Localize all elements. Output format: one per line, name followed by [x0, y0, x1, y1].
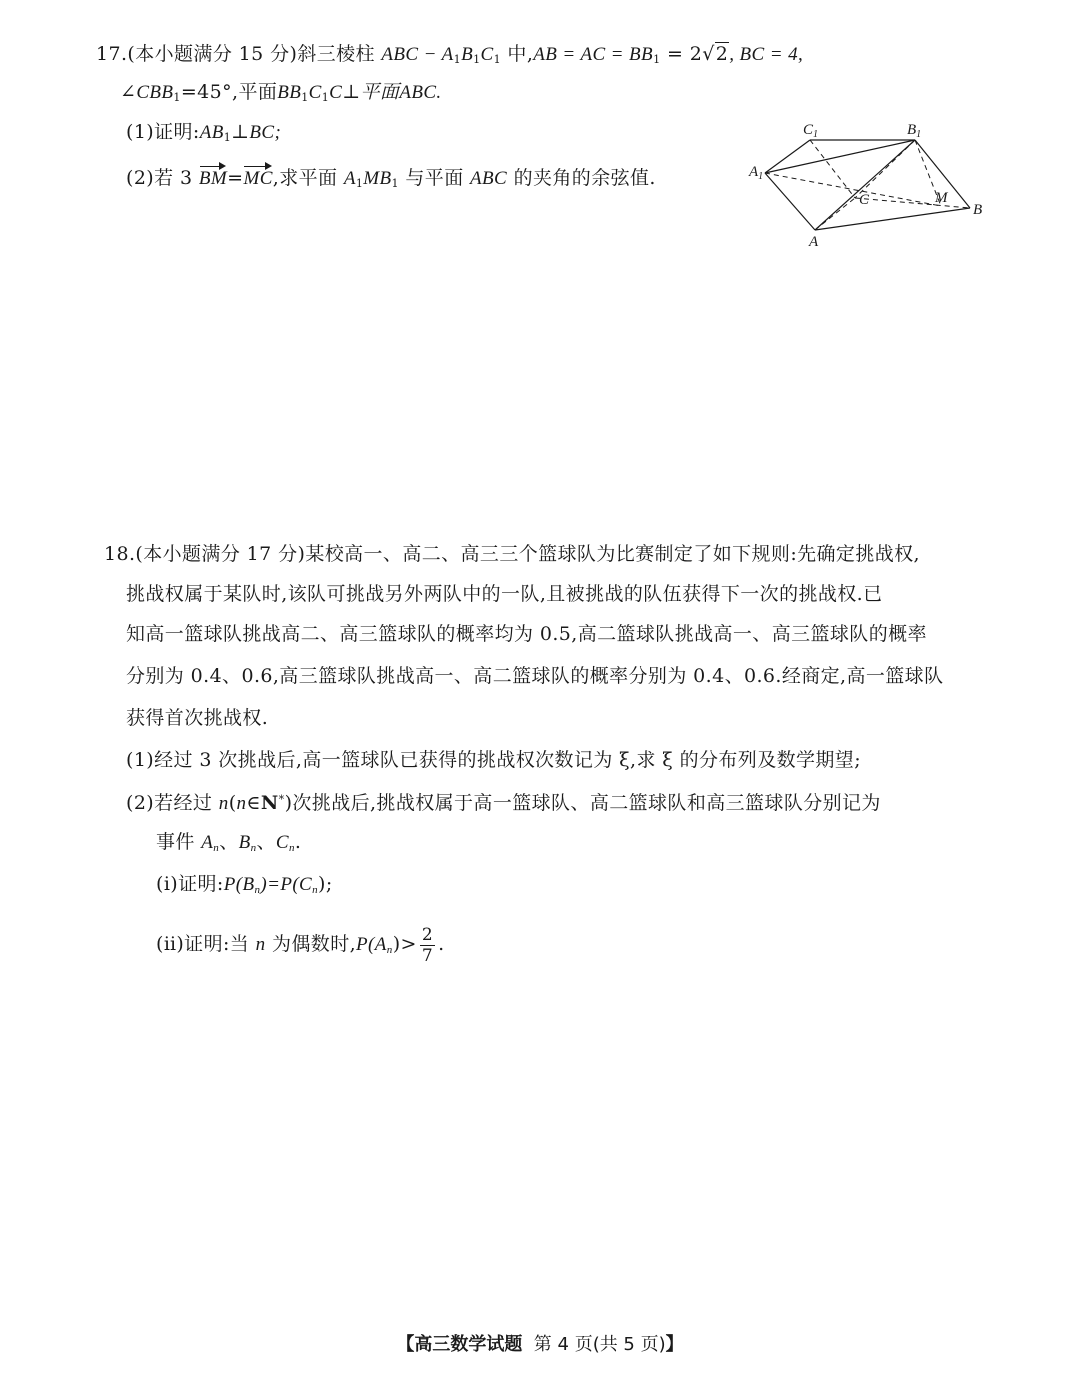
sub: 1: [355, 177, 364, 190]
ii-mid: 为偶数时,: [272, 933, 357, 955]
label-b: B: [973, 202, 983, 218]
edge-c1c: [810, 140, 855, 198]
q17-mid: 中,: [507, 43, 534, 65]
sub-n: n: [312, 884, 319, 896]
ii-n: n: [255, 934, 266, 955]
q17-part1: [126, 118, 281, 152]
event-c: C: [275, 832, 289, 853]
dot: .: [294, 831, 302, 853]
sqrt-value: 2: [715, 43, 729, 65]
equals-sign: =: [227, 167, 244, 189]
sub: 1: [391, 177, 399, 190]
ii-label: (ⅱ)证明:当: [156, 933, 250, 955]
natural-numbers-symbol: N: [260, 792, 279, 814]
sub-n: n: [250, 842, 257, 854]
i-label: (ⅰ)证明:: [156, 873, 224, 895]
part2-mid2: 与平面: [405, 167, 464, 189]
part2-n: n: [218, 793, 229, 814]
event-b: B: [238, 832, 251, 853]
sep: 、: [219, 831, 239, 853]
label-m: M: [935, 190, 948, 206]
element-of: ∈: [246, 792, 261, 814]
part1-label: (1)证明:: [126, 121, 200, 143]
label-c: C: [859, 192, 870, 208]
edge-cb: [855, 198, 970, 208]
edge-a1a: [765, 173, 815, 230]
fraction: [420, 925, 435, 966]
q17-eq1b: = 2: [666, 43, 703, 65]
q18-p1: 某校高一、高二、高三三个篮球队为比赛制定了如下规则:先确定挑战权,: [305, 543, 920, 565]
i-expr-c: );: [318, 873, 333, 895]
part2-tail: 的夹角的余弦值.: [513, 167, 656, 189]
paren: (: [228, 792, 237, 814]
q18-line2: 挑战权属于某队时,该队可挑战另外两队中的一队,且被挑战的队伍获得下一次的挑战权.已: [126, 583, 883, 605]
sub-n: n: [289, 842, 295, 854]
q17-angle: ∠CBB: [120, 82, 174, 103]
star: *: [278, 793, 285, 806]
label-a: A: [809, 234, 819, 250]
footer-bracket-right: 】: [665, 1334, 684, 1355]
q18-line5: 获得首次挑战权.: [126, 707, 269, 729]
q18-part1: (1)经过 3 次挑战后,高一篮球队已获得的挑战权次数记为 ξ,求 ξ 的分布列及数学期望;: [126, 749, 862, 771]
sub-n: n: [254, 884, 261, 896]
q17-line2: [120, 78, 442, 112]
edge-b1c: [855, 140, 915, 198]
q17-text: 斜三棱柱: [297, 43, 375, 65]
q17-header: (本小题满分 15 分): [127, 43, 298, 65]
part1-expr: AB: [199, 122, 224, 143]
q17-plane1: BB: [277, 82, 302, 103]
label-c1: $C_1$: [803, 122, 819, 140]
sub: 1: [453, 53, 462, 66]
footer-page: 第 4 页(共 5 页): [533, 1334, 666, 1355]
q18-events: [156, 828, 301, 862]
q18-part2-i: [156, 870, 333, 904]
event-a: A: [201, 832, 214, 853]
i-expr-b: )=P(C: [260, 874, 313, 895]
q18-line3: 知高一篮球队挑战高二、高三篮球队的概率均为 0.5,高二篮球队挑战高一、高三篮球队的概率: [126, 623, 927, 645]
i-expr-a: P(B: [223, 874, 255, 895]
sub: 1: [301, 91, 309, 104]
events-text: 事件: [156, 831, 195, 853]
q18-part2-ii: [156, 922, 445, 972]
vector-bm: BM: [199, 165, 227, 193]
sub: 1: [653, 53, 661, 66]
prism-figure: [745, 118, 995, 258]
edge-a1m: [765, 173, 941, 206]
label-a1: $A_1$: [749, 164, 764, 182]
q17-plane1b: C: [308, 82, 322, 103]
plane4: ABC: [470, 168, 508, 189]
sub-n: n: [213, 842, 220, 854]
footer-title: 高三数学试题: [414, 1334, 523, 1355]
q17-plane1c: C⊥平面: [329, 82, 400, 103]
sub: 1: [473, 53, 481, 66]
q18-part2: [126, 786, 881, 818]
dot: .: [438, 933, 445, 955]
sub: 1: [223, 131, 232, 144]
page-footer: [0, 1330, 1080, 1356]
sub: 1: [493, 53, 501, 66]
q18-number: 18.: [104, 543, 136, 565]
q17-prism: ABC − A: [381, 44, 454, 65]
q17-angle-val: =45°,平面: [180, 81, 278, 103]
part2-label: (2)若 3: [126, 167, 193, 189]
q17-line1: 17.(本小题满分 15 分)斜三棱柱 ABC − $A_1B_1C_1$ 中,AB = AC = $BB_1 = 2√2$, BC = 4,: [96, 43, 804, 66]
part2-a: (2)若经过: [126, 792, 213, 814]
fraction-denominator: 7: [421, 945, 434, 966]
q18-line4: 分别为 0.4、0.6,高三篮球队挑战高一、高二篮球队的概率分别为 0.4、0.6.经商定,高一篮球队: [126, 665, 944, 687]
sep: 、: [256, 831, 276, 853]
q17-part2: [126, 164, 656, 198]
q17-eq2: , BC = 4,: [729, 44, 804, 65]
q17-number: 17.: [96, 43, 128, 65]
sub: 1: [173, 91, 181, 104]
part1-tail: ⊥BC;: [231, 122, 282, 143]
part2-b: )次挑战后,挑战权属于高一篮球队、高二篮球队和高三篮球队分别记为: [284, 792, 881, 814]
part2-mid: ,求平面: [272, 167, 338, 189]
plane3b: MB: [363, 168, 392, 189]
plane3: A: [343, 168, 356, 189]
sub: 1: [321, 91, 330, 104]
ii-expr: P(A: [356, 934, 387, 955]
fraction-numerator: 2: [421, 924, 434, 945]
footer-bracket-left: 【: [396, 1334, 415, 1355]
q17-plane2: ABC.: [399, 82, 442, 103]
sub-n: n: [386, 944, 393, 956]
q17-eq1: AB = AC = BB: [533, 44, 654, 65]
vector-mc: MC: [243, 165, 272, 193]
part2-n2: n: [236, 793, 247, 814]
q18-line1: [104, 540, 920, 568]
q18-header: (本小题满分 17 分): [135, 543, 306, 565]
label-b1: $B_1$: [907, 122, 922, 140]
ii-gt: )>: [392, 933, 417, 955]
